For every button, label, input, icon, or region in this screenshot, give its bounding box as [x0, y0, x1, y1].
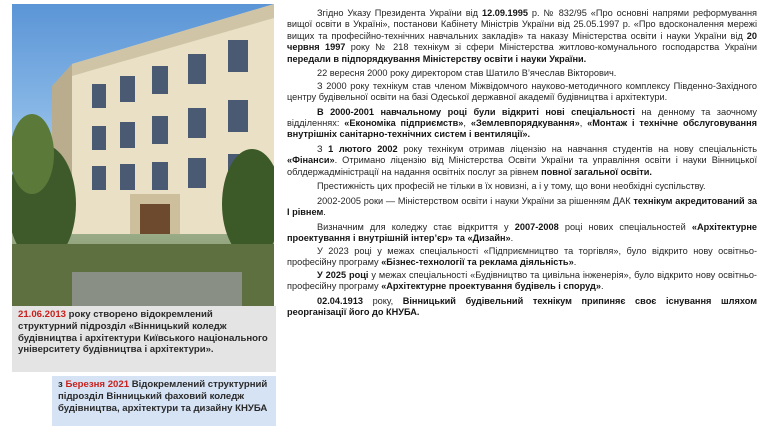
- p5-spec-finance: «Фінанси»: [287, 155, 335, 166]
- p7-text-c: .: [323, 207, 326, 218]
- paragraph-2025: [287, 270, 757, 293]
- paragraph-director: 22 вересня 2000 року директором став Шатило В’ячеслав Вікторович.: [317, 68, 617, 79]
- p4-spec-land: «Землевпорядкування»: [470, 118, 580, 129]
- p4-text-a: В 2000-2001 навчальному році були відкриті нові спеціальності: [317, 106, 635, 117]
- paragraph-2023: [287, 246, 757, 269]
- paragraph-1995: [287, 8, 757, 65]
- p5-date-2002: 1 лютого 2002: [328, 144, 398, 155]
- p7-text-b: технікум акредитований за І рівнем: [287, 196, 758, 218]
- p4-sep-2: ,: [579, 118, 588, 129]
- p10-year: У 2025 році: [317, 269, 369, 280]
- caption-2021-text: Відокремлений структурний підрозділ Вінницький фаховий коледж будівництва, архітектури та дизайну КНУБА: [58, 379, 268, 414]
- p8-spec-design: «Архітектурне проектування і внутрішній інтер’єр» та «Дизайн»: [287, 222, 757, 244]
- p5-text-e: . Отримано ліцензію від Міністерства Освіти України та управління освіти і науки Вінницької облдержадміністрації на надання освітніх послуг за рівнем: [287, 155, 757, 177]
- p9-text-a: У 2023 році у межах спеціальності «Підприємництво та торгівля», було відкрито нову освітньо-професійну програму: [287, 245, 757, 268]
- building-illustration: [12, 4, 274, 306]
- p10-text-d: .: [600, 281, 604, 292]
- paragraph-2007-2008: [287, 222, 757, 245]
- p1-date-1997: 20 червня 1997: [287, 30, 757, 53]
- p8-text-a: Визначним для коледжу стає відкриття у: [317, 222, 515, 233]
- caption-2013: [12, 306, 276, 372]
- caption-2013-text: року створено відокремлений структурний підрозділ «Вінницький коледж будівництва і архітектури Київського національного університету будівництва і архітектури».: [18, 309, 268, 356]
- p9-program: «Бізнес-технології та реклама діяльність»: [381, 257, 574, 268]
- paragraph-2000-2001: [287, 107, 757, 141]
- college-building-photo: [12, 4, 274, 306]
- p11-text-c: Вінницький будівельний технікум припиняє своє існування шляхом реорганізації його до КНУБА.: [287, 295, 757, 318]
- p1-text-e: року № 218 технікум зі сфери Міністерства житлово-комунального господарства України: [345, 42, 758, 53]
- p8-year: 2007-2008: [514, 222, 559, 233]
- paragraph-1913: [287, 296, 757, 319]
- caption-2021: [52, 376, 276, 426]
- paragraph-prestige: Престижність цих професій не тільки в їх новизні, а і у тому, що вони необхідні суспільству.: [317, 181, 706, 192]
- caption-2021-prefix: з: [58, 379, 66, 390]
- p4-spec-mounting: «Монтаж і технічне обслуговування внутрішніх санітарно-технічних систем і вентиляції».: [287, 118, 758, 140]
- p5-text-c: року технікум отримав ліцензію на навчання студентів на нову спеціальність: [397, 144, 757, 155]
- p11-date: 02.04.1913: [317, 295, 363, 306]
- history-text: [287, 8, 757, 322]
- paragraph-2002-2005: [287, 196, 757, 219]
- p1-text-a: Згідно Указу Президента України від: [317, 8, 482, 18]
- caption-2013-date: 21.06.2013: [18, 309, 67, 320]
- paragraph-2000: З 2000 року технікум став членом Міжвідомчого науково-методичного комплексу Південно-Західного центру будівельної освіти на базі Одеської державної академії будівництва і архітектури.: [287, 80, 757, 103]
- p4-text-b: на денному та заочному відділеннях:: [287, 106, 758, 129]
- p10-program: «Архітектурне проектування будівель і споруд»: [381, 281, 601, 292]
- p4-spec-economics: «Економіка підприємств»: [344, 118, 464, 129]
- caption-2021-date: Березня 2021: [65, 379, 130, 390]
- p8-text-e: .: [510, 233, 514, 244]
- paragraph-2002: [287, 144, 757, 178]
- p5-text-a: З: [317, 144, 329, 155]
- p4-sep-1: ,: [463, 118, 471, 129]
- p8-text-c: році нових спеціальностей: [558, 222, 692, 233]
- p9-text-c: .: [573, 257, 577, 268]
- p5-text-f: повної загальної освіти.: [541, 166, 652, 177]
- p10-text-b: у межах спеціальності «Будівництво та цивільна інженерія», було відкрито нову освітньо-професійну програму: [287, 269, 757, 292]
- p1-text-f: передали в підпорядкування Міністерству освіти і науки України.: [287, 53, 587, 64]
- p1-date-1995: 12.09.1995: [481, 8, 528, 18]
- p7-text-a: 2002-2005 роки — Міністерством освіти і науки України за рішенням ДАК: [317, 196, 634, 207]
- p1-text-c: р. № 832/95 «Про основні напрями реформування вищої освіти в Україні», постанови Кабінету Міністрів України від 25.05.1997 р. «Про вдосконалення мережі вищих та професійно-технічних навчальних закладів» та наказу Міністерства освіти і науки України від: [287, 8, 757, 41]
- p11-text-b: року,: [362, 295, 403, 306]
